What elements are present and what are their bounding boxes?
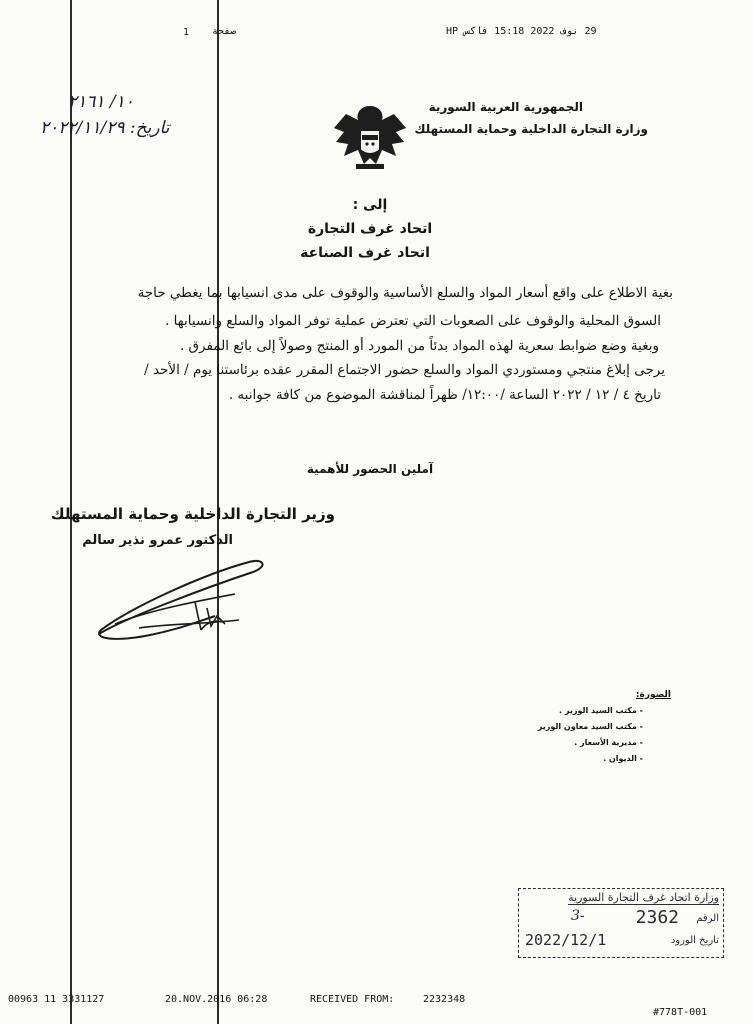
cc-label: الصورة: [635, 690, 671, 700]
recipient-line: اتحاد غرف التجارة [307, 221, 433, 237]
body-line: السوق المحلية والوقوف على الصعوبات التي تعترض عملية توفر المواد والسلع وانسيابها . [165, 313, 661, 329]
fax-timestamp: 29 نوف 2022 15:18 فاكس HP [446, 26, 597, 37]
fax-footer-sender: 00963 11 3331127 [8, 994, 105, 1005]
stamp-number-handwritten: 3- [571, 908, 585, 924]
fax-footer-received-label: RECEIVED FROM: [310, 994, 395, 1005]
to-label: إلى : [352, 197, 388, 213]
body-line: تاريخ ٤ / ١٢ / ٢٠٢٢ الساعة /١٢:٠٠/ ظهراً لمناقشة الموضوع من كافة جوانبه . [228, 387, 661, 403]
fax-page-number: 1 [183, 27, 190, 38]
syrian-eagle-emblem-icon [330, 98, 410, 178]
cc-item: - الديوان . [603, 754, 643, 763]
body-line: بغية الاطلاع على واقع أسعار المواد والسلع الأساسية والوقوف على مدى انسيابها بما يغطي حاجة [137, 285, 673, 301]
letterhead-country: الجمهورية العربية السورية [428, 100, 583, 114]
stamp-date: 2022/12/1 [525, 931, 607, 949]
received-stamp [518, 888, 724, 958]
fax-footer-receiver: 2232348 [423, 994, 466, 1005]
recipient-line: اتحاد غرف الصناعة [300, 245, 430, 261]
signatory-title: وزير التجارة الداخلية وحماية المستهلك [50, 505, 335, 523]
fax-footer-code: #778T-001 [653, 1007, 708, 1018]
cc-item: - مكتب السيد معاون الوزير [537, 722, 643, 731]
letterhead-ministry: وزارة التجارة الداخلية وحماية المستهلك [414, 122, 648, 136]
cc-item: - مديرية الأسعار . [574, 738, 643, 747]
cc-item: - مكتب السيد الوزير . [559, 706, 643, 715]
body-line: يرجى إبلاغ منتجي ومستوردي المواد والسلع حضور الاجتماع المقرر عقده برئاستنا يوم / الأحد / [144, 362, 665, 378]
signatory-name: الدكتور عمرو نذير سالم [82, 533, 233, 548]
stamp-number: 2362 [635, 907, 679, 928]
handwritten-ref-number: ١٠/ ٢١٦١ [68, 92, 134, 112]
fax-footer-received-date: 20.NOV.2016 06:28 [165, 994, 268, 1005]
handwritten-date: تاريخ: ٢٠٢٢/١١/٢٩ [40, 118, 170, 138]
stamp-date-label: تاريخ الورود [670, 935, 719, 946]
closing-line: آملين الحضور للأهمية [306, 462, 434, 476]
fax-page-word: صفحة [212, 26, 237, 37]
body-line: وبغية وضع ضوابط سعرية لهذه المواد بدئاً من المورد أو المنتج وصولاً إلى بائع المفرق . [179, 338, 659, 354]
stamp-number-label: الرقم [696, 913, 719, 924]
stamp-org: وزارة اتحاد غرف التجارة السورية [568, 891, 719, 904]
signature-image [85, 550, 285, 650]
